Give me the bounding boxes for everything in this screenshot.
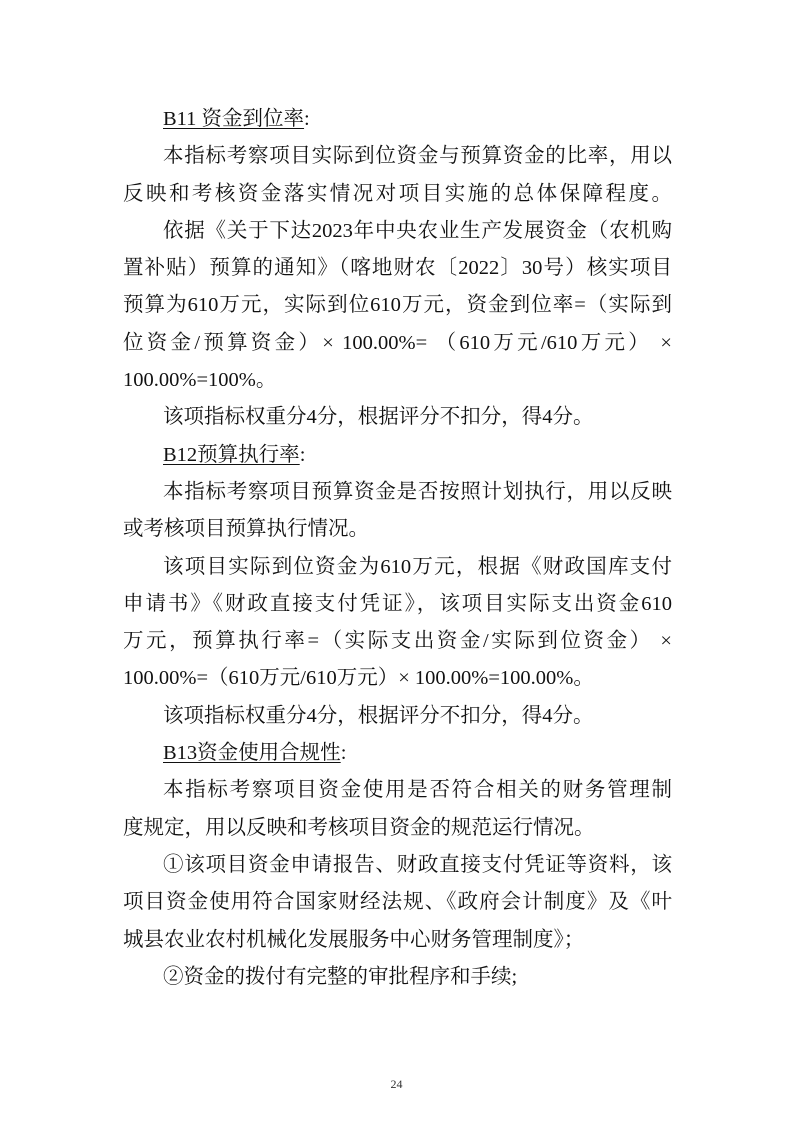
section-heading-b13 <box>123 735 672 772</box>
text-line: 该项指标权重分4分，根据评分不扣分，得4分。 <box>163 704 594 727</box>
text-line: ②资金的拨付有完整的审批程序和手续; <box>163 965 518 988</box>
text-line: 依据《关于下达2023年中央农业生产发展资金（农机购 <box>163 219 672 242</box>
text-line: 该项目实际到位资金为610万元，根据《财政国库支付 <box>163 555 672 578</box>
text-line: 本指标考察项目资金使用是否符合相关的财务管理制 <box>163 779 672 802</box>
text-line: 城县农业农村机械化发展服务中心财务管理制度》； <box>123 928 585 951</box>
page-number: 24 <box>390 1077 403 1091</box>
text-line: 项目资金使用符合国家财经法规、《政府会计制度》及《叶 <box>123 891 672 914</box>
heading-colon: : <box>340 742 347 765</box>
text-line: 预算为610万元，实际到位610万元，资金到位率=（实际到 <box>123 294 672 317</box>
text-line: 该项指标权重分4分，根据评分不扣分，得4分。 <box>163 406 594 429</box>
text-line: 位资金/预算资金）× 100.00%= （610万元/610万元） × <box>123 331 672 354</box>
heading-colon: : <box>304 108 310 130</box>
section-heading-b12 <box>123 437 672 474</box>
text-line: 万元，预算执行率=（实际支出资金/实际到位资金） × <box>123 630 672 653</box>
text-line: 本指标考察项目预算资金是否按照计划执行，用以反映 <box>163 480 672 503</box>
section-heading-b11 <box>123 101 672 138</box>
text-line: 反映和考核资金落实情况对项目实施的总体保障程度。 <box>123 182 672 205</box>
document-body <box>123 101 672 996</box>
text-line: 100.00%=100%。 <box>123 369 277 392</box>
text-line: 或考核项目预算执行情况。 <box>123 518 369 541</box>
text-line: 申请书》《财政直接支付凭证》，该项目实际支出资金610 <box>123 592 672 615</box>
heading-label: B13资金使用合规性 <box>163 742 341 765</box>
text-line: 度规定，用以反映和考核项目资金的规范运行情况。 <box>123 816 595 839</box>
heading-label: B11 资金到位率 <box>163 108 305 130</box>
text-line: 置补贴）预算的通知》（喀地财农〔2022〕30号）核实项目 <box>123 257 672 280</box>
heading-label: B12预算执行率 <box>163 443 300 466</box>
heading-colon: : <box>299 443 306 466</box>
text-line: 本指标考察项目实际到位资金与预算资金的比率，用以 <box>163 145 672 168</box>
text-line: 100.00%=（610万元/610万元）× 100.00%=100.00%。 <box>123 667 594 690</box>
text-line: ①该项目资金申请报告、财政直接支付凭证等资料，该 <box>163 853 672 876</box>
